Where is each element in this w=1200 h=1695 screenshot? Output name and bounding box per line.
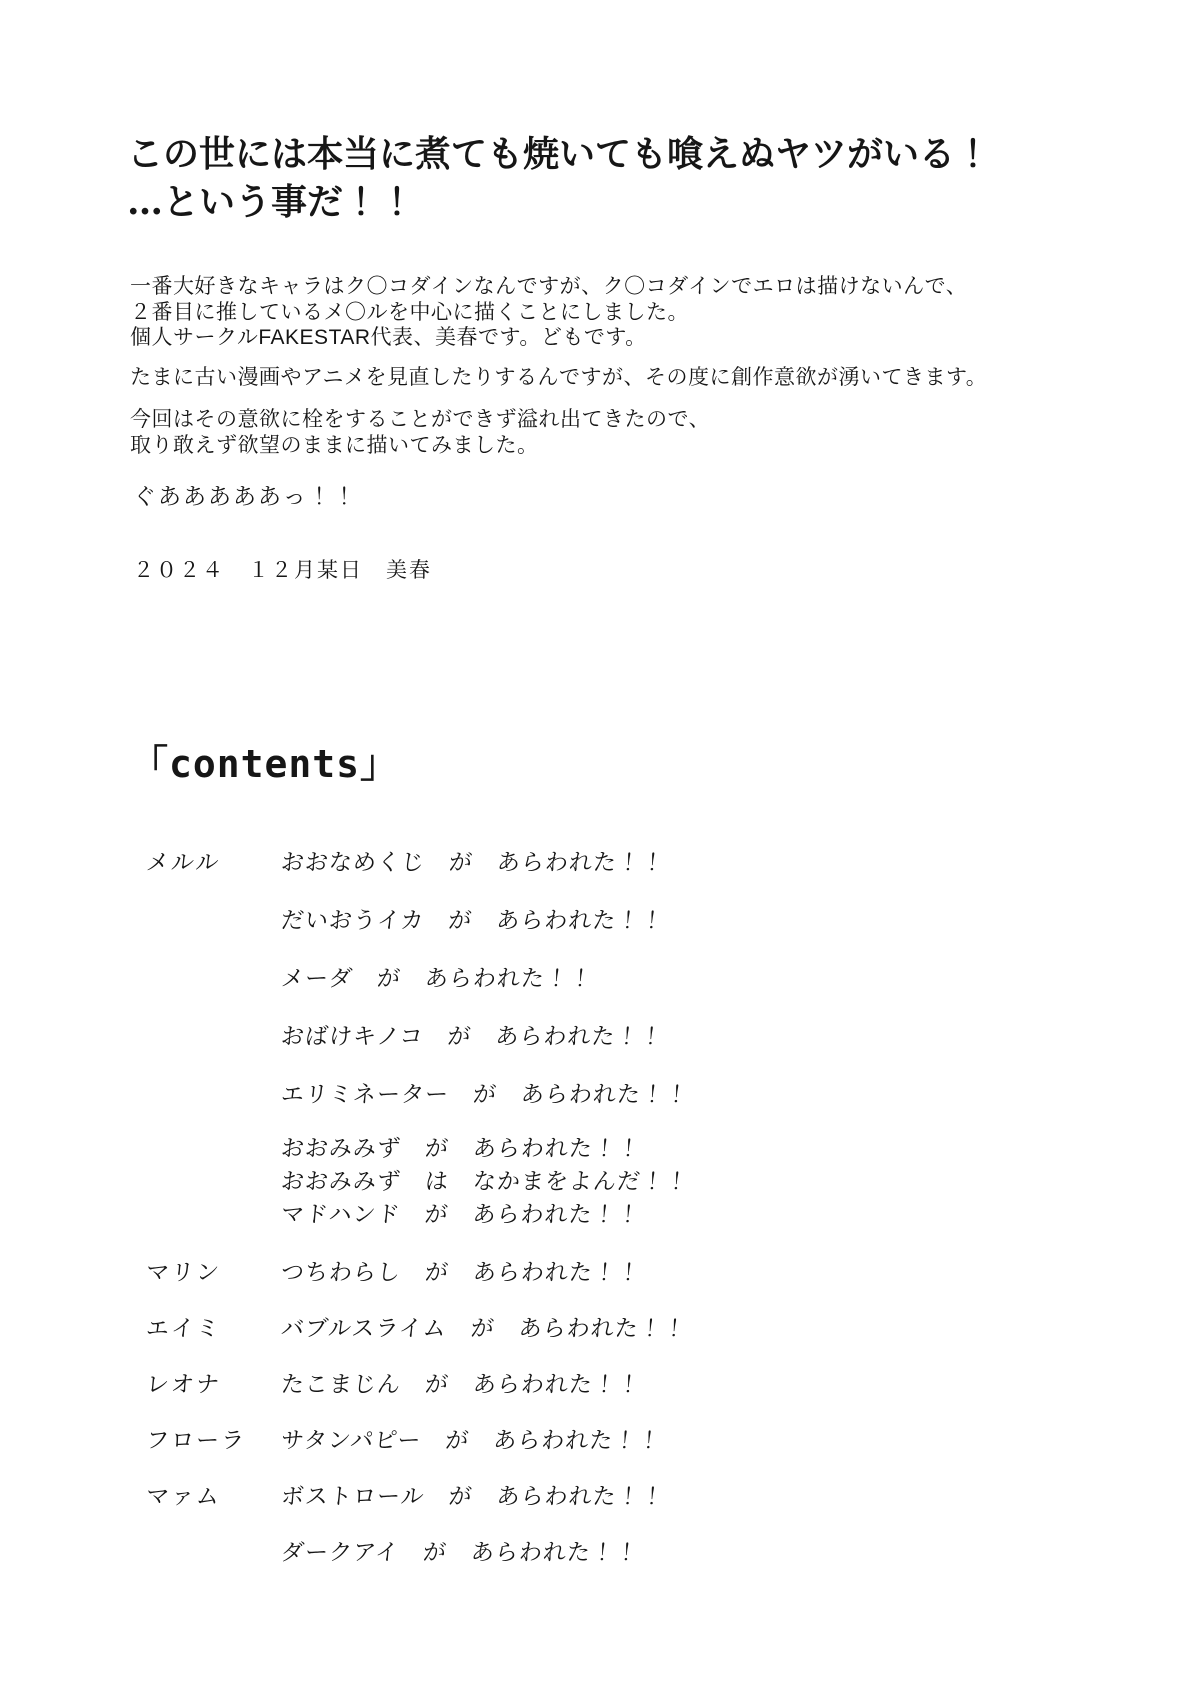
entry-text: おおなめくじ が あらわれた！！ [279,850,667,876]
entry-text: メーダ が あらわれた！！ [279,966,595,992]
character-name [145,1171,282,1194]
entry-text: おばけキノコ が あらわれた！！ [279,1024,665,1050]
afterword-paragraph-2 [130,365,987,391]
character-name: フローラ [144,1428,248,1454]
contents-row [145,1374,690,1397]
entry-text: だいおうイカ が あらわれた！！ [279,908,666,934]
contents-row [145,968,690,991]
entry-text: ボストロール が あらわれた！！ [279,1484,666,1510]
character-name [145,1084,282,1107]
contents-row [145,910,690,933]
character-name [145,1204,282,1227]
contents-list [144,850,691,1566]
afterword-paragraph-3 [130,407,710,458]
contents-row [145,1486,690,1509]
character-name: レオナ [144,1372,223,1398]
character-name: マァム [144,1484,223,1510]
contents-row [145,1430,690,1453]
character-name [145,1026,282,1049]
paragraph-line: ２番目に推しているメ〇ルを中心に描くことにしました。 [130,300,689,324]
entry-text: たこまじん が あらわれた！！ [279,1372,643,1398]
entry-text: バブルスライム が あらわれた！！ [279,1316,688,1342]
character-name [145,1138,282,1161]
character-name [145,910,282,933]
contents-row [145,1262,690,1285]
entry-text: マドハンド が あらわれた！！ [279,1202,642,1228]
contents-row [145,852,690,875]
entry-text: つちわらし が あらわれた！！ [279,1260,643,1286]
contents-row [145,1026,690,1049]
contents-row [145,1171,690,1194]
entry-text: エリミネーター が あらわれた！！ [279,1082,691,1108]
character-name [145,1542,282,1565]
character-name: マリン [144,1260,223,1286]
contents-row [145,1542,690,1565]
contents-row [145,1318,690,1341]
character-name [145,968,282,991]
entry-text: おおみみず は なかまをよんだ！！ [279,1169,691,1195]
entry-text: おおみみず が あらわれた！！ [279,1136,643,1162]
entry-text: ダークアイ が あらわれた！！ [279,1540,641,1566]
afterword-title-line1: この世には本当に煮ても焼いても喰えぬヤツがいる！ [127,133,992,175]
paragraph-line: 今回はその意欲に栓をすることができず溢れ出てきたので、 [130,408,711,431]
character-name: メルル [144,850,222,876]
afterword-title [127,130,991,226]
afterword-paragraph-1 [130,274,967,351]
contents-row [145,1084,690,1107]
afterword-title-line2: …という事だ！！ [127,181,416,223]
date-signature-line: ２０２４ １２月某日 美春 [133,559,432,582]
entry-text: サタンパピー が あらわれた！！ [279,1428,663,1454]
shout-line: ぐあああああっ！！ [133,484,358,510]
contents-heading: 「contents」 [130,742,400,786]
contents-row [145,1204,690,1227]
paragraph-line: 取り敢えず欲望のままに描いてみました。 [130,433,539,457]
contents-row [145,1138,690,1161]
paragraph-line: 一番大好きなキャラはク〇コダインなんですが、ク〇コダインでエロは描けないんで、 [130,275,968,298]
character-name: エイミ [144,1316,223,1342]
paragraph-line: たまに古い漫画やアニメを見直したりするんですが、その度に創作意欲が湧いてきます。 [130,366,988,389]
paragraph-line: 個人サークルFAKESTAR代表、美春です。どもです。 [130,326,647,349]
